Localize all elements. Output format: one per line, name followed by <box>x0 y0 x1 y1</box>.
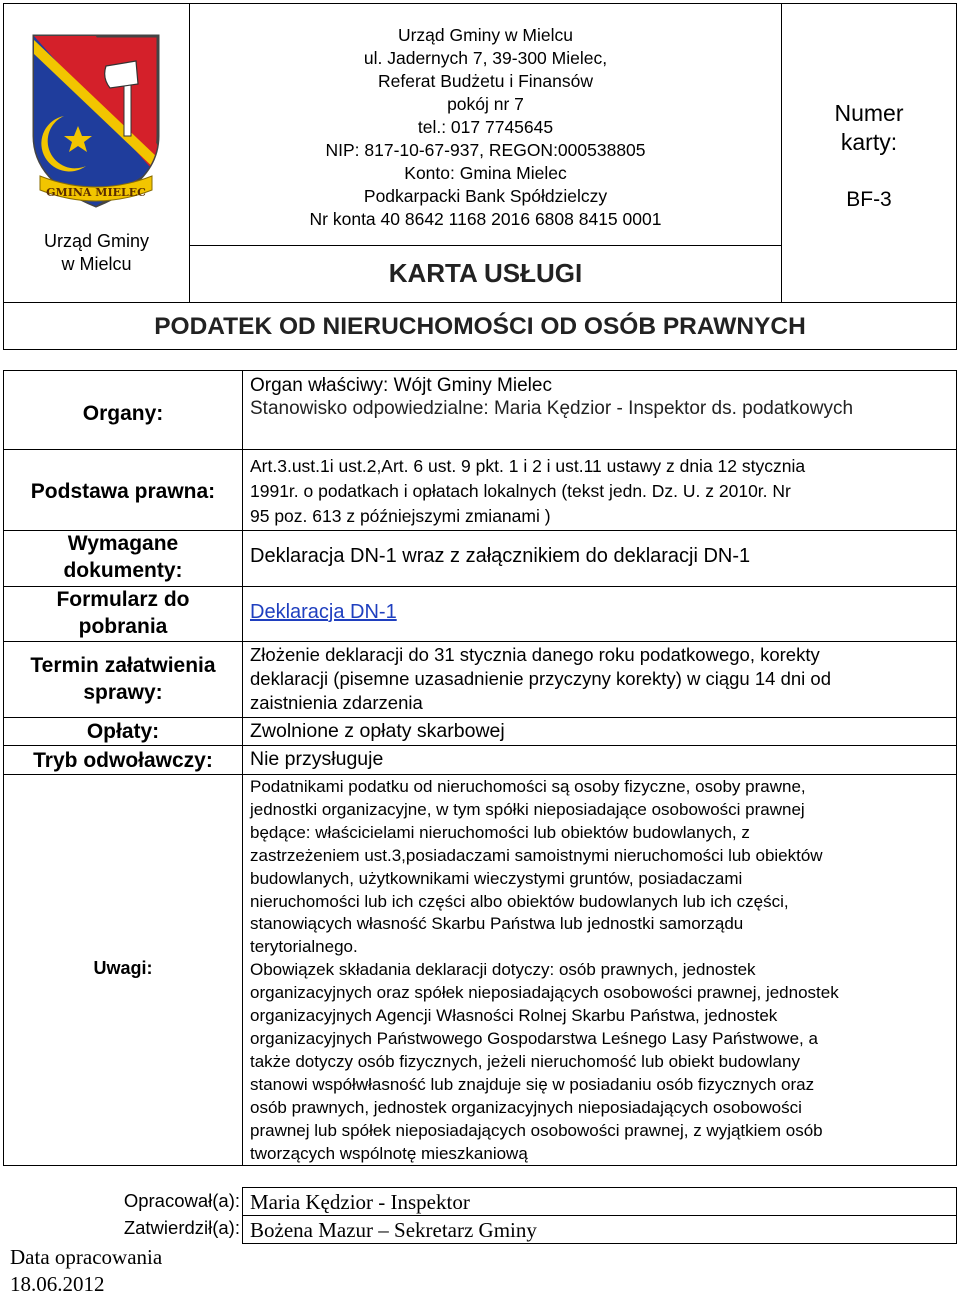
uwagi-line: nieruchomości lub ich części albo obiektów budowlanych lub ich części, <box>250 891 789 911</box>
row-divider <box>3 641 957 642</box>
uwagi-line: osób prawnych, jednostek organizacyjnych nieposiadających osobowości <box>250 1097 802 1117</box>
uwagi-line: zastrzeżeniem ust.3,posiadaczami samoistnymi nieruchomości lub obiektów <box>250 845 823 865</box>
address-line: Nr konta 40 8642 1168 2016 6808 8415 0001 <box>309 209 662 229</box>
address-line: Konto: Gmina Mielec <box>404 163 567 183</box>
termin-value <box>250 643 955 715</box>
uwagi-line: organizacyjnych oraz spółek nieposiadających osobowości prawnej, jednostek <box>250 983 839 1003</box>
row-divider <box>3 774 957 775</box>
uwagi-line: Obowiązek składania deklaracji dotyczy: osób prawnych, jednostek <box>250 960 756 980</box>
organy-line: Organ właściwy: Wójt Gminy Mielec <box>250 375 552 396</box>
address-line: Urząd Gminy w Mielcu <box>397 25 574 45</box>
card-number: BF-3 <box>846 188 892 211</box>
podstawa-line: 1991r. o podatkach i opłatach lokalnych (tekst jedn. Dz. U. z 2010r. Nr <box>250 481 791 501</box>
address-line: tel.: 017 7745645 <box>417 117 554 137</box>
row-divider <box>3 745 957 746</box>
termin-label-line: sprawy: <box>83 681 163 704</box>
office-name <box>4 230 189 276</box>
formularz-value <box>250 601 955 624</box>
card-number-cell <box>781 3 957 303</box>
uwagi-line: także dotyczy osób fizycznych, jeżeli nieruchomość lub obiekt budowlany <box>250 1051 800 1071</box>
termin-line: deklaracji (pisemne uzasadnienie przyczyny korekty) w ciągu 14 dni od <box>250 668 831 689</box>
uwagi-line: stanowi współwłasność lub znajduje się w posiadaniu osób fizycznych oraz <box>250 1074 815 1094</box>
formularz-label-line: pobrania <box>78 615 168 638</box>
oplaty-label: Opłaty: <box>86 720 160 743</box>
gmina-crest-icon <box>26 26 166 216</box>
uwagi-line: jednostki organizacyjne, w tym spółki nieposiadające osobowości prawnej <box>250 799 805 819</box>
row-divider <box>3 449 957 450</box>
uwagi-value <box>250 776 955 1165</box>
tryb-label: Tryb odwoławczy: <box>33 749 213 772</box>
address-line: pokój nr 7 <box>447 94 524 114</box>
uwagi-line: tworzących wspólnotę mieszkaniową <box>250 1143 528 1163</box>
address-line: Referat Budżetu i Finansów <box>378 71 593 91</box>
oplaty-value: Zwolnione z opłaty skarbowej <box>250 720 505 742</box>
podstawa-value <box>250 454 955 529</box>
card-number-label-line2: karty: <box>840 129 898 155</box>
prepared-value: Maria Kędzior - Inspektor <box>242 1187 957 1216</box>
termin-label-line: Termin załatwienia <box>30 654 216 677</box>
formularz-label <box>3 586 243 640</box>
termin-line: zaistnienia zdarzenia <box>250 692 423 713</box>
card-type-cell <box>189 245 782 303</box>
uwagi-line: stanowiących własność Skarbu Państwa lub jednostki samorządu <box>250 914 744 934</box>
page-title: PODATEK OD NIERUCHOMOŚCI OD OSÓB PRAWNYCH <box>154 313 806 340</box>
termin-line: Złożenie deklaracji do 31 stycznia danego roku podatkowego, korekty <box>250 644 820 665</box>
title-cell <box>3 302 957 350</box>
address-line: NIP: 817-10-67-937, REGON:000538805 <box>325 140 646 160</box>
formularz-label-line: Formularz do <box>56 588 190 611</box>
podstawa-label: Podstawa prawna: <box>30 480 216 503</box>
uwagi-line: organizacyjnych Państwowego Gospodarstwa Leśnego Lasy Państwowe, a <box>250 1028 818 1048</box>
podstawa-line: 95 poz. 613 z późniejszymi zmianami ) <box>250 506 551 526</box>
dokumenty-label-line: dokumenty: <box>63 559 183 582</box>
podstawa-line: Art.3.ust.1i ust.2,Art. 6 ust. 9 pkt. 1 i 2 i ust.11 ustawy z dnia 12 stycznia <box>250 456 806 476</box>
uwagi-line: prawnej lub spółek nieposiadających osobowości prawnej, z wyjątkiem osób <box>250 1120 823 1140</box>
termin-label <box>3 652 243 706</box>
organy-value <box>250 374 955 420</box>
date-block <box>10 1244 250 1298</box>
header-address-cell <box>189 3 782 246</box>
uwagi-line: organizacyjnych Agencji Własności Rolnej Skarbu Państwa, jednostek <box>250 1006 778 1026</box>
organy-line: Stanowisko odpowiedzialne: Maria Kędzior - Inspektor ds. podatkowych <box>250 398 854 419</box>
card-number-label-line1: Numer <box>834 100 904 126</box>
date-value: 18.06.2012 <box>10 1272 105 1296</box>
uwagi-line: terytorialnego. <box>250 937 358 957</box>
office-name-line1: Urząd Gminy <box>43 231 150 251</box>
prepared-label: Opracował(a): <box>123 1190 240 1211</box>
deklaracja-dn1-link[interactable]: Deklaracja DN-1 <box>250 601 397 623</box>
organy-label: Organy: <box>82 402 164 425</box>
dokumenty-label-line: Wymagane <box>67 532 179 555</box>
uwagi-line: budowlanych, użytkownikami wieczystymi gruntów, posiadaczami <box>250 868 743 888</box>
dokumenty-label <box>3 530 243 584</box>
crest-text: GMINA MIELEC <box>46 186 146 199</box>
approved-label: Zatwierdził(a): <box>123 1217 240 1238</box>
dokumenty-value: Deklaracja DN-1 wraz z załącznikiem do deklaracji DN-1 <box>250 545 751 567</box>
office-name-line2: w Mielcu <box>61 254 132 274</box>
approved-value: Bożena Mazur – Sekretarz Gminy <box>242 1215 957 1244</box>
uwagi-label: Uwagi: <box>93 958 153 978</box>
uwagi-line: Podatnikami podatku od nieruchomości są osoby fizyczne, osoby prawne, <box>250 777 806 796</box>
uwagi-line: będące: właścicielami nieruchomości lub obiektów budowlanych, z <box>250 822 750 842</box>
tryb-value: Nie przysługuje <box>250 748 384 770</box>
card-type: KARTA USŁUGI <box>388 258 583 288</box>
address-line: ul. Jadernych 7, 39-300 Mielec, <box>363 48 608 68</box>
header-logo-cell <box>3 3 190 303</box>
address-line: Podkarpacki Bank Spółdzielczy <box>363 186 608 206</box>
date-label: Data opracowania <box>10 1245 163 1269</box>
card-number-label <box>782 99 956 157</box>
